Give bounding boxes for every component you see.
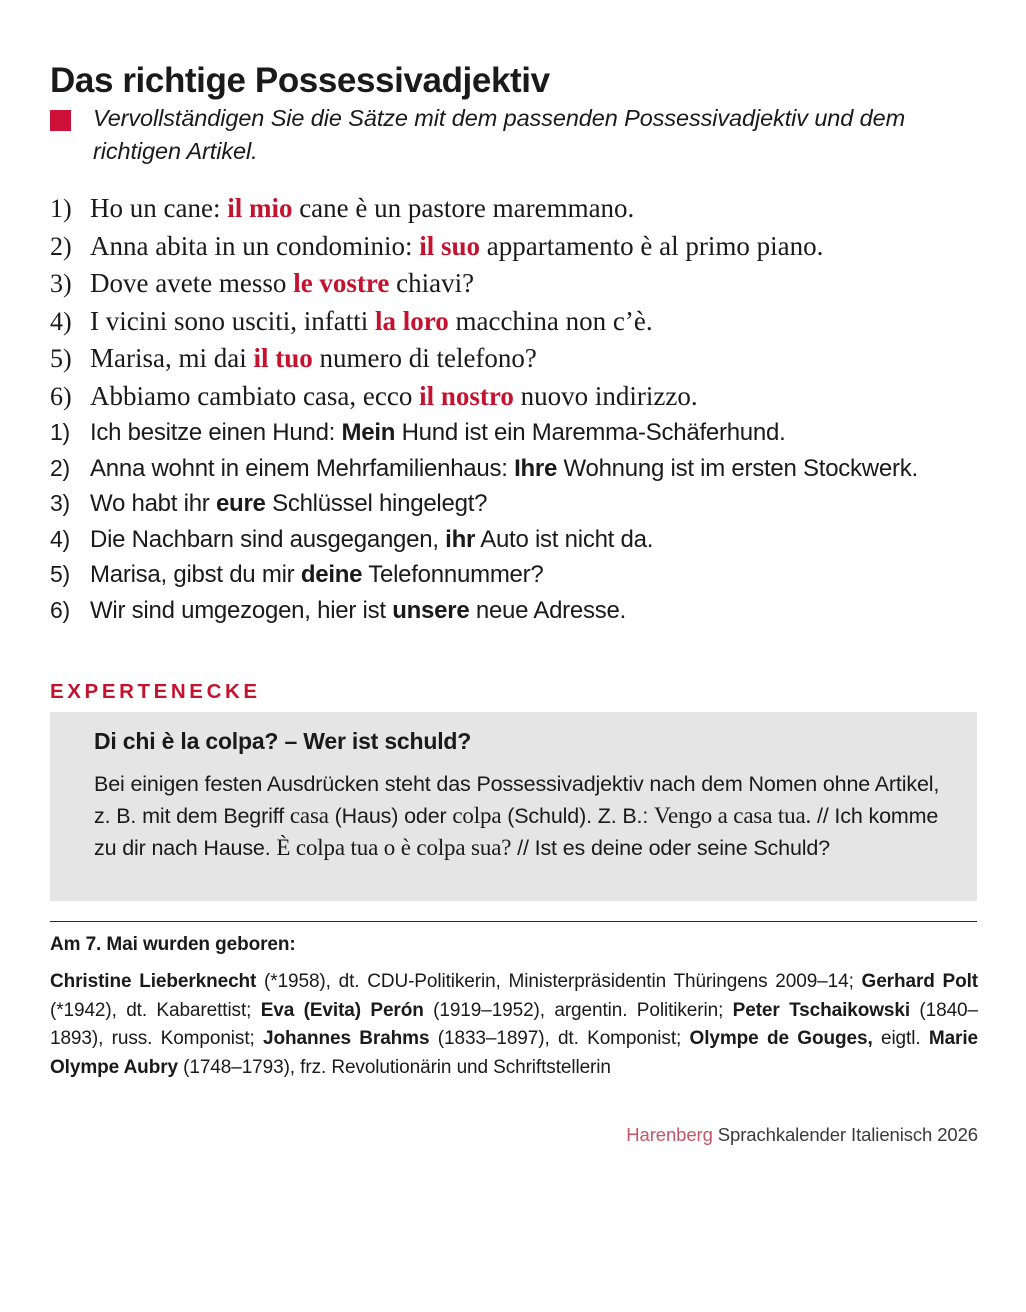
italian-exercise-number: 2) xyxy=(50,231,72,261)
harenberg-brand: Harenberg xyxy=(626,1124,713,1145)
german-translation-text xyxy=(90,415,995,451)
italian-exercise-number: 3) xyxy=(50,269,72,298)
german-translation-suffix: Wohnung ist im ersten Stockwerk. xyxy=(557,454,918,482)
page-title: Das richtige Possessivadjektiv xyxy=(50,61,550,101)
german-translation-item xyxy=(50,451,995,487)
italian-exercise-prefix: Abbiamo cambiato casa, ecco xyxy=(90,380,420,411)
german-translation-list xyxy=(50,415,995,628)
italian-exercise-prefix: Anna abita in un condominio: xyxy=(90,230,420,261)
italian-exercise-suffix: cane è un pastore maremmano. xyxy=(292,193,635,223)
italian-exercise-suffix: numero di telefono? xyxy=(312,343,537,373)
italian-exercise-suffix: appartamento è al primo piano. xyxy=(479,230,824,261)
footer-branding xyxy=(50,1124,978,1146)
expertenecke-italian-phrase: È colpa tua o è colpa sua? xyxy=(276,835,512,860)
german-translation-number: 3) xyxy=(50,490,70,516)
italian-exercise-prefix: Dove avete messo xyxy=(90,268,294,298)
german-translation-suffix: Schlüssel hingelegt? xyxy=(265,490,488,517)
german-translation-answer: deine xyxy=(300,561,363,588)
expertenecke-box xyxy=(50,712,977,901)
section-divider xyxy=(50,921,977,922)
german-translation-item xyxy=(50,415,995,451)
german-translation-number: 5) xyxy=(50,561,70,587)
italian-exercise-prefix: I vicini sono usciti, infatti xyxy=(90,305,375,336)
german-translation-prefix: Marisa, gibst du mir xyxy=(90,561,301,588)
birth-person-detail: (*1958), dt. CDU-Politikerin, Ministerpräsidentin Thüringens 2009–14; xyxy=(256,971,862,992)
expertenecke-german-text: // Ich komme zu dir nach Hause. xyxy=(94,804,939,860)
german-translation-number: 2) xyxy=(50,454,70,481)
german-translation-number: 6) xyxy=(50,596,70,623)
german-translation-prefix: Wir sind umgezogen, hier ist xyxy=(90,596,393,624)
births-heading: Am 7. Mai wurden geboren: xyxy=(50,934,296,955)
expertenecke-body xyxy=(94,769,949,864)
footer-text: Sprachkalender Italienisch 2026 xyxy=(712,1124,978,1145)
german-translation-number: 4) xyxy=(50,525,70,552)
italian-exercise-number: 1) xyxy=(50,194,72,223)
italian-exercise-answer: le vostre xyxy=(293,268,390,298)
italian-exercise-item xyxy=(50,265,995,303)
births-list xyxy=(50,968,978,1082)
german-translation-text xyxy=(90,486,995,522)
birth-person-detail: (1833–1897), dt. Komponist; xyxy=(429,1028,690,1049)
expertenecke-italian-phrase: Vengo a casa tua. xyxy=(654,803,812,828)
italian-exercise-text xyxy=(90,378,995,416)
expertenecke-italian-phrase: colpa xyxy=(452,803,502,828)
italian-exercise-suffix: chiavi? xyxy=(389,268,475,298)
birth-person-name: Christine Lieberknecht xyxy=(50,971,257,992)
german-translation-answer: Mein xyxy=(341,419,396,446)
italian-exercise-item xyxy=(50,228,995,266)
german-translation-suffix: Auto ist nicht da. xyxy=(475,525,654,553)
italian-exercise-answer: la loro xyxy=(374,305,449,336)
expertenecke-german-text: (Haus) oder xyxy=(328,804,453,828)
birth-person-detail: eigtl. xyxy=(872,1028,929,1049)
german-translation-prefix: Die Nachbarn sind ausgegangen, xyxy=(90,525,446,553)
birth-person-name: Peter Tschaikowski xyxy=(732,999,911,1021)
birth-person-name: Olympe de Gouges, xyxy=(689,1028,873,1049)
italian-exercise-answer: il suo xyxy=(419,230,480,261)
expertenecke-label: EXPERTENECKE xyxy=(50,680,261,703)
italian-exercise-number: 5) xyxy=(50,344,72,373)
italian-exercise-text xyxy=(90,265,995,303)
german-translation-suffix: neue Adresse. xyxy=(469,596,627,624)
german-translation-answer: ihr xyxy=(445,525,476,553)
italian-exercise-text xyxy=(90,303,995,341)
german-translation-answer: Ihre xyxy=(514,454,558,482)
italian-exercise-number: 6) xyxy=(50,381,72,411)
german-translation-prefix: Ich besitze einen Hund: xyxy=(90,419,342,446)
german-translation-text xyxy=(90,593,995,629)
german-translation-text xyxy=(90,557,995,593)
italian-exercise-item xyxy=(50,340,995,378)
birth-person-detail: (*1942), dt. Kabarettist; xyxy=(50,999,261,1021)
birth-person-name: Gerhard Polt xyxy=(861,971,978,992)
italian-exercise-item xyxy=(50,378,995,416)
red-square-bullet-icon xyxy=(50,110,71,131)
german-translation-text xyxy=(90,522,995,558)
italian-exercise-suffix: macchina non c’è. xyxy=(448,305,653,336)
german-translation-item xyxy=(50,486,995,522)
italian-exercise-prefix: Marisa, mi dai xyxy=(90,343,254,373)
italian-exercise-item xyxy=(50,303,995,341)
italian-exercise-prefix: Ho un cane: xyxy=(90,193,228,223)
expertenecke-german-text: Bei einigen festen Ausdrücken steht das Possessivadjektiv nach dem Nomen ohne Artikel, z. B. mit dem Begriff xyxy=(94,772,940,828)
instruction-block xyxy=(50,102,950,168)
italian-exercise-answer: il mio xyxy=(227,193,293,223)
german-translation-prefix: Wo habt ihr xyxy=(90,490,216,517)
birth-person-name: Marie Olympe Aubry xyxy=(50,1028,978,1078)
german-translation-item xyxy=(50,557,995,593)
italian-exercise-text xyxy=(90,228,995,266)
birth-person-name: Eva (Evita) Perón xyxy=(260,999,424,1021)
italian-exercise-number: 4) xyxy=(50,306,72,336)
birth-person-detail: (1840–1893), russ. Komponist; xyxy=(50,999,978,1049)
italian-exercise-text xyxy=(90,190,995,228)
birth-person-detail: (1748–1793), frz. Revolutionärin und Schriftstellerin xyxy=(177,1056,611,1078)
german-translation-item xyxy=(50,522,995,558)
italian-exercise-text xyxy=(90,340,995,378)
german-translation-suffix: Hund ist ein Maremma-Schäferhund. xyxy=(395,419,786,446)
birth-person-detail: (1919–1952), argentin. Politikerin; xyxy=(423,999,733,1021)
expertenecke-title: Di chi è la colpa? – Wer ist schuld? xyxy=(94,728,472,754)
italian-exercise-suffix: nuovo indirizzo. xyxy=(513,380,698,411)
italian-exercise-answer: il nostro xyxy=(419,380,514,411)
german-translation-number: 1) xyxy=(50,419,70,445)
german-translation-text xyxy=(90,451,995,487)
birth-person-name: Johannes Brahms xyxy=(263,1028,430,1049)
german-translation-item xyxy=(50,593,995,629)
instruction-text: Vervollständigen Sie die Sätze mit dem passenden Possessivadjektiv und dem richtigen Artikel. xyxy=(93,105,906,164)
italian-exercise-list xyxy=(50,190,995,415)
expertenecke-german-text: // Ist es deine oder seine Schuld? xyxy=(511,836,830,860)
expertenecke-italian-phrase: casa xyxy=(289,803,329,828)
german-translation-prefix: Anna wohnt in einem Mehrfamilienhaus: xyxy=(90,454,515,482)
german-translation-suffix: Telefonnummer? xyxy=(362,561,544,588)
italian-exercise-answer: il tuo xyxy=(253,343,313,373)
expertenecke-german-text: (Schuld). Z. B.: xyxy=(501,804,655,828)
italian-exercise-item xyxy=(50,190,995,228)
german-translation-answer: eure xyxy=(215,490,266,517)
german-translation-answer: unsere xyxy=(392,596,470,624)
